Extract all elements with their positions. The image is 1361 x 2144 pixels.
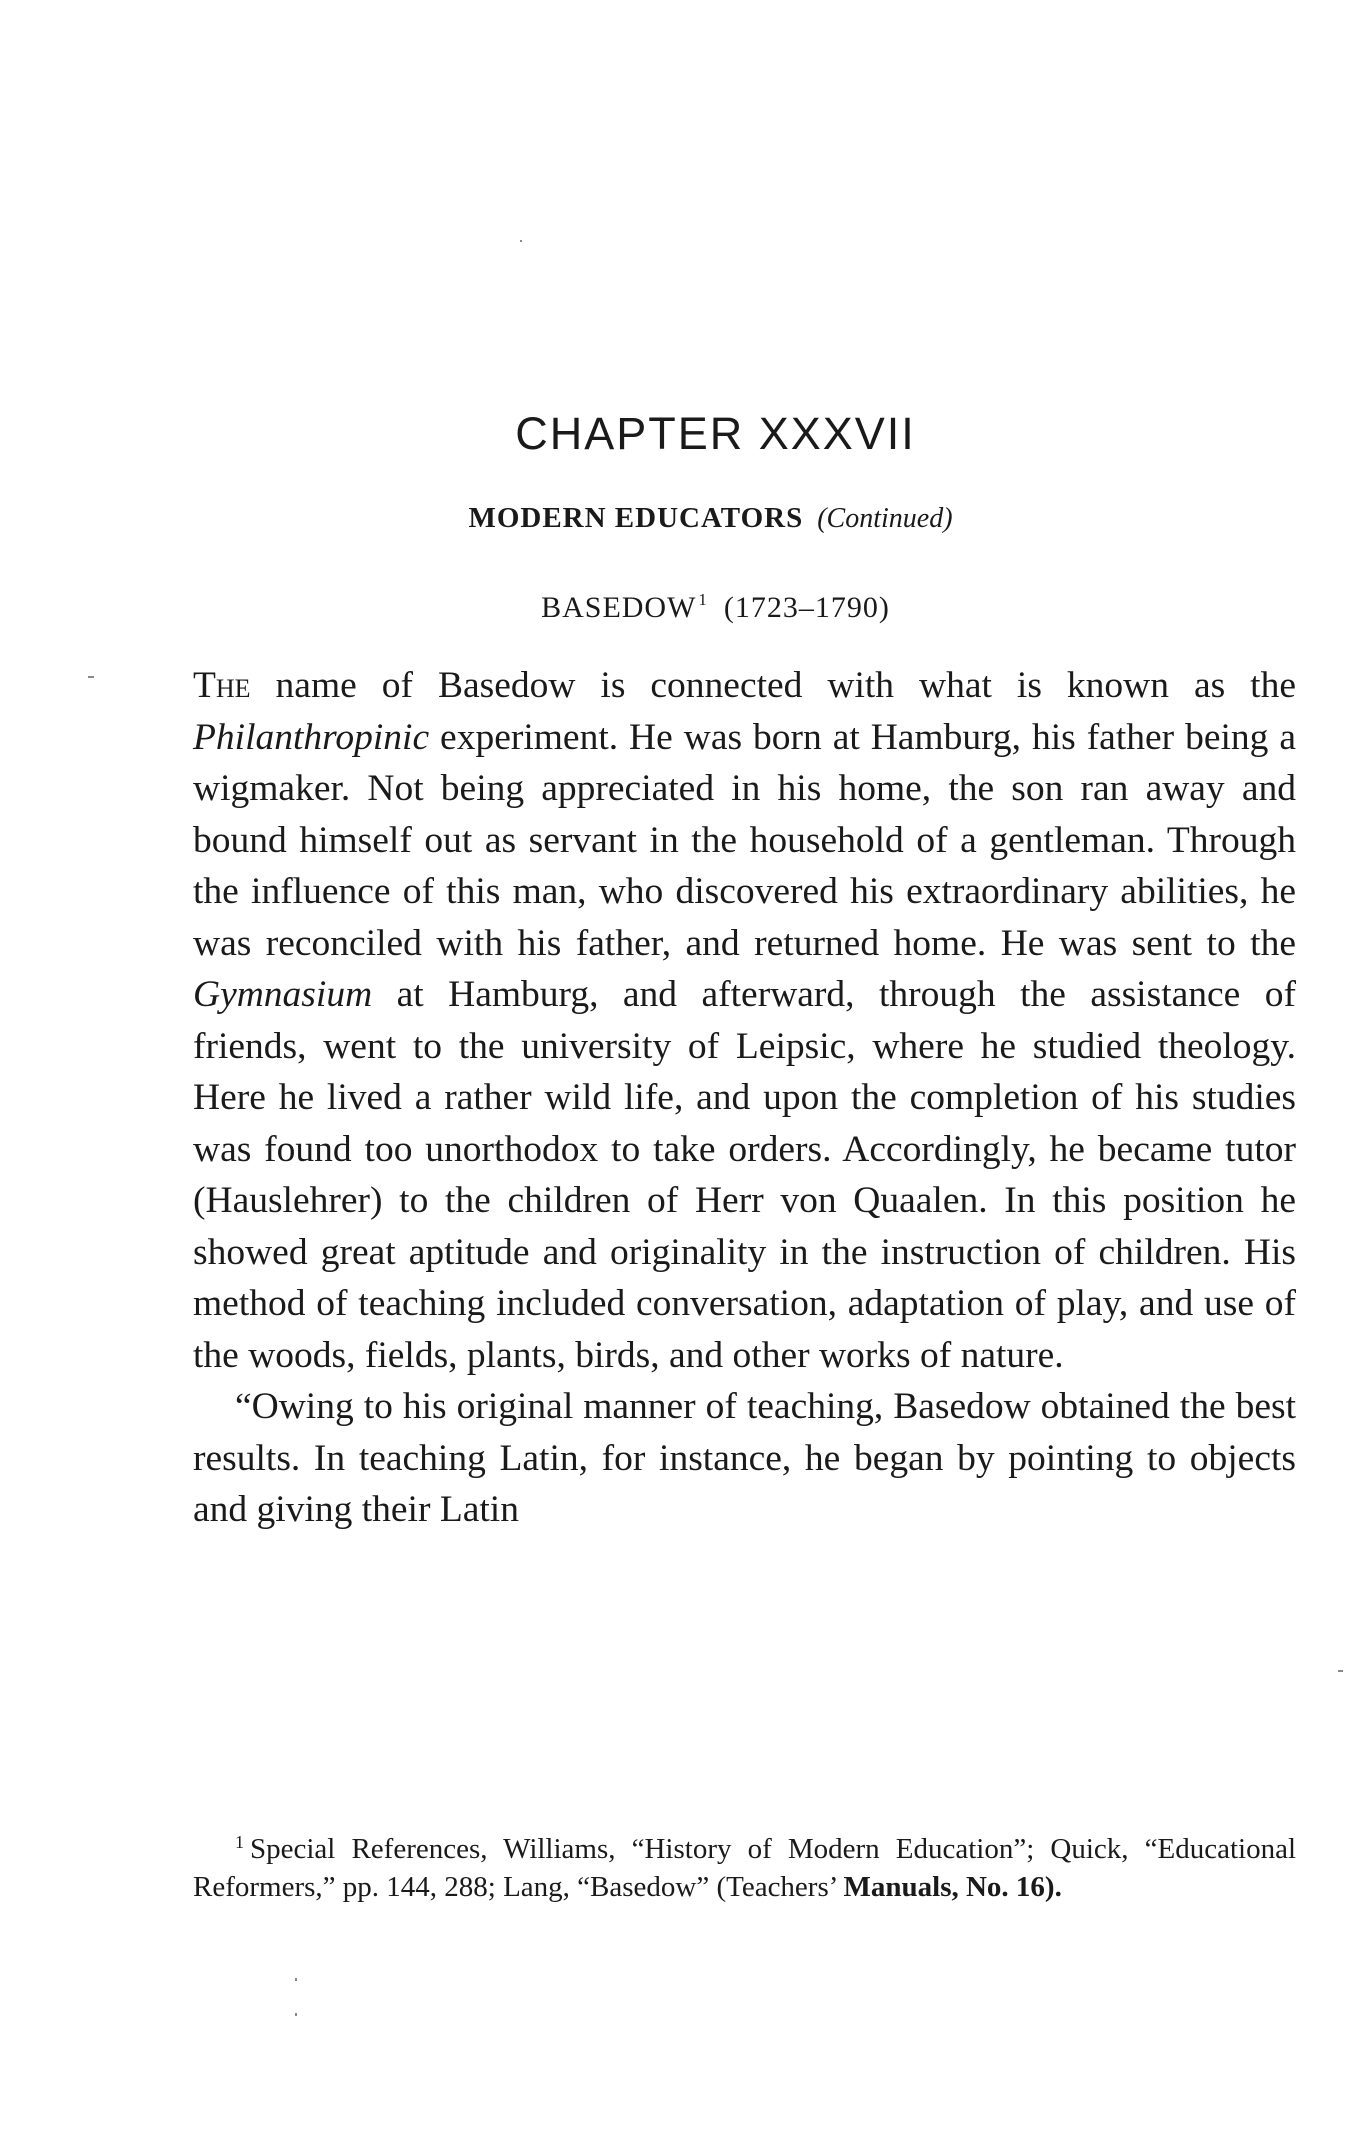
- footnote-text: Special References, Williams, “History of Modern Education”; Quick, “Educational Reformers,” pp. 144, 288; Lang, “Basedow” (Teachers’: [193, 1833, 1296, 1903]
- chapter-title: CHAPTER XXXVII: [515, 408, 916, 459]
- scan-speck: [295, 2013, 297, 2016]
- paragraph-text: at Hamburg, and afterward, through the assistance of friends, went to the university of Leipsic, where he studied theology. Here he lived a rather wild life, and upon the completion of his studies was found too unorthodox to take orders. Accordingly, he became tutor (Hauslehrer) to the children of Herr von Quaalen. In this position he showed great aptitude and originality in the instruction of children. His method of teaching included conversation, adaptation of play, and use of the woods, fields, plants, birds, and other works of nature.: [193, 974, 1296, 1376]
- section-name: BASEDOW: [541, 591, 697, 624]
- paragraph: “Owing to his original manner of teaching, Basedow obtained the best results. In teaching Latin, for instance, he began by pointing to objects and giving their Latin: [193, 1386, 1296, 1530]
- chapter-subtitle: [0, 502, 1361, 535]
- footnote-reference: 1: [698, 590, 708, 609]
- scan-speck: [1338, 1670, 1343, 1672]
- subtitle-text: MODERN EDUCATORS: [468, 502, 804, 534]
- footnote-text-bold: Manuals, No. 16).: [843, 1871, 1062, 1903]
- italic-term: Philanthropinic: [193, 716, 430, 758]
- section-heading: [0, 590, 1361, 625]
- italic-term: Gymnasium: [193, 974, 373, 1015]
- paragraph-lead-word: The: [193, 665, 251, 706]
- paragraph-text: experiment. He was born at Hamburg, his father being a wigmaker. Not being appreciated in his home, the son ran away and bound himself out as servant in the household of a gentleman. Through the influence of this man, who discovered his extraordinary abilities, he was reconciled with his father, and returned home. He was sent to the: [193, 716, 1296, 964]
- paragraph: [193, 660, 1296, 1381]
- footnotes: [193, 1823, 1296, 1906]
- scan-speck: [295, 1978, 297, 1981]
- scan-speck: [520, 240, 522, 242]
- subtitle-note: (Continued): [817, 503, 953, 534]
- section-dates: (1723–1790): [723, 591, 890, 624]
- scan-speck: [88, 676, 94, 678]
- paragraph-text: name of Basedow is connected with what is known as the: [250, 665, 1296, 706]
- body-text: [193, 660, 1296, 1536]
- footnote: [193, 1823, 1296, 1906]
- footnote-marker: 1: [235, 1832, 244, 1852]
